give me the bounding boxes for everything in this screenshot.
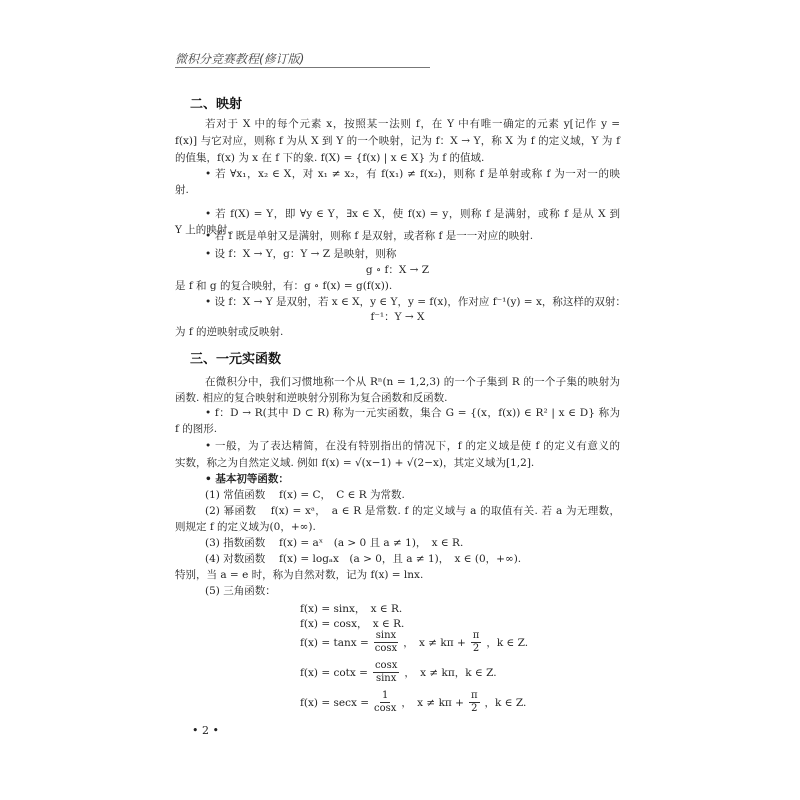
paragraph-line: • 若 ∀x₁，x₂ ∈ X，对 x₁ ≠ x₂，有 f(x₁) ≠ f(x₂)，则称 f 是单射或称 f 为一对一的映 xyxy=(205,168,620,180)
paragraph-line: (5) 三角函数： xyxy=(205,585,276,597)
paragraph-line: • f：D → R(其中 D ⊂ R) 称为一元实函数，集合 G = {(x，f(x)) ∈ R² | x ∈ D} 称为 xyxy=(205,407,620,419)
fraction xyxy=(471,630,482,655)
paragraph-line: • 若 f(X) = Y，即 ∀y ∈ Y，∃x ∈ X，使 f(x) = y，则称 f 是满射，或称 f 是从 X 到 xyxy=(205,208,620,220)
numerator: cosx xyxy=(374,660,398,671)
denominator: 2 xyxy=(471,703,478,714)
paragraph-line: • 一般，为了表达精简，在没有特别指出的情况下，f 的定义域是使 f 的定义有意义的 xyxy=(205,440,620,452)
header-rule xyxy=(175,67,430,68)
paragraph-line: f(x)] 与它对应，则称 f 为从 X 到 Y 的一个映射，记为 f：X → Y，称 X 为 f 的定义域，Y 为 f xyxy=(175,135,620,147)
equation-cot xyxy=(300,660,497,685)
equation-sec xyxy=(300,690,526,715)
paragraph-line: • 若 f 既是单射又是满射，则称 f 是双射，或者称 f 是一一对应的映射. xyxy=(205,230,534,242)
section-heading-mapping: 二、映射 xyxy=(190,97,243,112)
display-equation: g ∘ f：X → Z xyxy=(365,264,430,276)
condition: ， x ≠ kπ，k ∈ Z. xyxy=(404,667,497,679)
denominator: cosx xyxy=(374,643,398,654)
paragraph-line: • 设 f：X → Y 是双射，若 x ∈ X，y ∈ Y，y = f(x)，作对应 f⁻¹(y) = x，称这样的双射： xyxy=(205,296,626,308)
paragraph-line: 实数，称之为自然定义域. 例如 f(x) = √(x−1) + √(2−x)，其定义域为[1,2]. xyxy=(175,457,535,469)
equation-lhs: f(x) = cotx = xyxy=(300,666,368,679)
denominator: cosx xyxy=(374,703,397,714)
fraction xyxy=(374,690,396,715)
paragraph-line: (3) 指数函数 f(x) = aˣ (a > 0 且 a ≠ 1)， x ∈ R. xyxy=(205,537,464,549)
display-equation: f⁻¹：Y → X xyxy=(370,311,425,323)
paragraph-line: Y 上的映射. xyxy=(175,224,231,236)
numerator: 1 xyxy=(382,690,389,701)
section-heading-real-functions: 三、一元实函数 xyxy=(190,352,282,367)
equation-lhs: f(x) = secx = xyxy=(300,696,370,709)
numerator: π xyxy=(470,690,478,701)
paragraph-line: 则规定 f 的定义域为(0，+∞). xyxy=(175,521,316,533)
paragraph-line: (4) 对数函数 f(x) = logₐx (a > 0，且 a ≠ 1)， x ∈ (0，+∞). xyxy=(205,553,522,565)
fraction xyxy=(469,690,480,715)
page-number: • 2 • xyxy=(192,724,219,737)
paragraph-line: 射. xyxy=(175,184,189,196)
equation-cos: f(x) = cosx， x ∈ R. xyxy=(300,618,405,630)
paragraph-line: (1) 常值函数 f(x) = C， C ∈ R 为常数. xyxy=(205,489,405,501)
paragraph-line: 是 f 和 g 的复合映射，有：g ∘ f(x) = g(f(x)). xyxy=(175,280,393,292)
paragraph-line: (2) 幂函数 f(x) = xᵃ， a ∈ R 是常数. f 的定义域与 a 的取值有关. 若 a 为无理数， xyxy=(205,505,620,517)
denominator: 2 xyxy=(472,643,480,654)
paragraph-line: 函数. 相应的复合映射和逆映射分别称为复合函数和反函数. xyxy=(175,392,448,404)
equation-tan xyxy=(300,630,528,655)
condition: ， x ≠ kπ + xyxy=(403,637,466,649)
paragraph-line: 若对于 X 中的每个元素 x，按照某一法则 f，在 Y 中有唯一确定的元素 y[记作 y = xyxy=(205,118,620,130)
paragraph-line: 的值集，f(x) 为 x 在 f 下的象. f(X) = {f(x) | x ∈ X} 为 f 的值域. xyxy=(175,152,485,164)
fraction xyxy=(374,630,398,655)
paragraph-line: • 设 f：X → Y，g：Y → Z 是映射，则称 xyxy=(205,248,397,260)
equation-lhs: f(x) = tanx = xyxy=(300,636,369,649)
equation-sin: f(x) = sinx， x ∈ R. xyxy=(300,603,403,615)
condition: ， x ≠ kπ + xyxy=(401,697,464,709)
running-header: 微积分竞赛教程(修订版) xyxy=(175,52,305,66)
paragraph-line: • 基本初等函数： xyxy=(205,473,289,485)
paragraph-line: 为 f 的逆映射或反映射. xyxy=(175,326,284,338)
condition-tail: ，k ∈ Z. xyxy=(484,697,527,709)
paragraph-line: 特别，当 a = e 时，称为自然对数，记为 f(x) = lnx. xyxy=(175,569,424,581)
condition-tail: ，k ∈ Z. xyxy=(486,637,529,649)
fraction xyxy=(373,660,399,685)
numerator: π xyxy=(472,630,480,641)
denominator: sinx xyxy=(375,673,397,684)
paragraph-line: f 的图形. xyxy=(175,423,218,435)
paragraph-line: 在微积分中，我们习惯地称一个从 Rⁿ(n = 1,2,3) 的一个子集到 R 的一个子集的映射为 xyxy=(205,376,620,388)
numerator: sinx xyxy=(375,630,397,641)
